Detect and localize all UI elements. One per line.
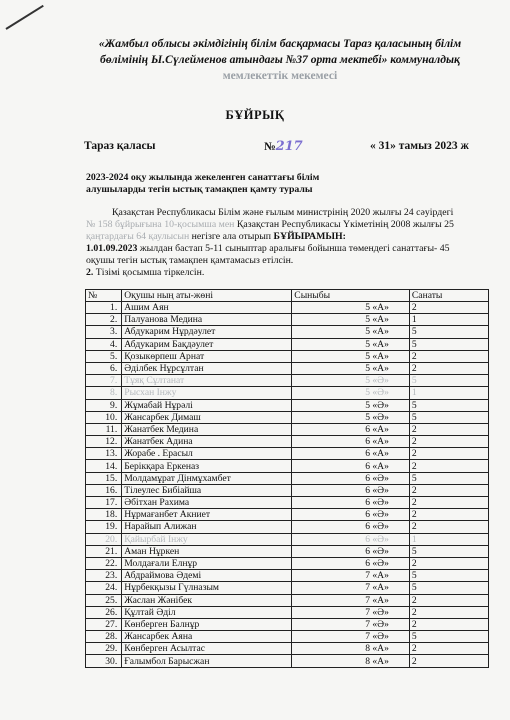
body-line-3-faded: қаңтардағы 64 қаулысын xyxy=(86,231,190,242)
student-class: 7 «Ә» xyxy=(292,618,410,630)
table-row xyxy=(86,326,489,338)
student-category: 5 xyxy=(409,399,488,411)
student-name: Рысхан Інжу xyxy=(122,387,292,399)
student-name: Нарайып Алижан xyxy=(122,521,292,533)
student-name: Жансарбек Аяна xyxy=(122,631,292,643)
student-category: 2 xyxy=(409,497,488,509)
student-class: 8 «А» xyxy=(292,655,410,667)
student-name: Тілеулес Бибіайша xyxy=(122,484,292,496)
institution-header xyxy=(70,36,490,84)
row-number: 21. xyxy=(86,545,122,557)
row-number: 20. xyxy=(86,533,122,545)
student-class: 5 «Ә» xyxy=(292,375,410,387)
table-row xyxy=(86,594,489,606)
student-name: Әділбек Нұрсұлтан xyxy=(122,362,292,374)
student-class: 7 «Ә» xyxy=(292,606,410,618)
row-number: 14. xyxy=(86,460,122,472)
table-row xyxy=(86,338,489,350)
order-number xyxy=(264,139,303,154)
student-name: Көнберген Асылтас xyxy=(122,643,292,655)
table-row xyxy=(86,509,489,521)
row-number: 29. xyxy=(86,643,122,655)
header-category: Санаты xyxy=(409,290,488,302)
student-category: 1 xyxy=(409,314,488,326)
row-number: 9. xyxy=(86,399,122,411)
student-category: 2 xyxy=(409,460,488,472)
students-table xyxy=(85,289,489,668)
student-category: 2 xyxy=(409,606,488,618)
row-number: 28. xyxy=(86,631,122,643)
table-row xyxy=(86,448,489,460)
student-class: 6 «Ә» xyxy=(292,557,410,569)
row-number: 5. xyxy=(86,350,122,362)
student-name: Жанатбек Адина xyxy=(122,436,292,448)
row-number: 27. xyxy=(86,618,122,630)
student-category: 2 xyxy=(409,362,488,374)
student-name: Нұрмағанбет Акниет xyxy=(122,509,292,521)
student-class: 6 «А» xyxy=(292,460,410,472)
student-class: 6 «А» xyxy=(292,448,410,460)
body-line-2-text: Қазақстан Республикасы Үкіметінің 2008 жылғы 25 xyxy=(234,219,454,230)
student-name: Әбітхан Рахима xyxy=(122,497,292,509)
student-category: 2 xyxy=(409,484,488,496)
student-category: 2 xyxy=(409,509,488,521)
body-line-4 xyxy=(86,243,490,255)
student-category: 1 xyxy=(409,533,488,545)
table-row xyxy=(86,472,489,484)
student-class: 6 «А» xyxy=(292,436,410,448)
order-date: « 31» тамыз 2023 ж xyxy=(370,140,469,152)
student-name: Молдағали Елнұр xyxy=(122,557,292,569)
student-class: 7 «А» xyxy=(292,582,410,594)
header-number: № xyxy=(86,290,122,302)
row-number: 10. xyxy=(86,411,122,423)
table-row xyxy=(86,545,489,557)
body-line-3 xyxy=(86,231,490,243)
table-row xyxy=(86,631,489,643)
row-number: 11. xyxy=(86,423,122,435)
order-subject xyxy=(86,172,319,196)
student-name: Абдраймова Әдемі xyxy=(122,570,292,582)
row-number: 17. xyxy=(86,497,122,509)
table-row xyxy=(86,618,489,630)
order-body xyxy=(86,207,490,279)
student-class: 5 «Ә» xyxy=(292,411,410,423)
student-name: Нұрбекқызы Гүлназым xyxy=(122,582,292,594)
student-class: 6 «Ә» xyxy=(292,545,410,557)
student-name: Тұяқ Сұлтанат xyxy=(122,375,292,387)
student-category: 5 xyxy=(409,472,488,484)
row-number: 12. xyxy=(86,436,122,448)
student-class: 8 «А» xyxy=(292,643,410,655)
student-name: Жансарбек Димаш xyxy=(122,411,292,423)
table-row xyxy=(86,350,489,362)
table-row xyxy=(86,423,489,435)
row-number: 3. xyxy=(86,326,122,338)
body-line-3-bold: БҰЙЫРАМЫН: xyxy=(271,231,346,242)
student-category: 2 xyxy=(409,436,488,448)
student-class: 5 «Ә» xyxy=(292,387,410,399)
body-line-6 xyxy=(86,267,490,279)
student-class: 7 «А» xyxy=(292,594,410,606)
student-name: Аман Нұркен xyxy=(122,545,292,557)
student-category: 2 xyxy=(409,655,488,667)
table-row xyxy=(86,570,489,582)
subject-line-1: 2023-2024 оқу жылында жекеленген санаттағы білім xyxy=(86,172,320,183)
header-name: Оқушы ның аты-жөні xyxy=(122,290,292,302)
body-line-6-text: Тізімі қосымша тіркелсін. xyxy=(93,267,205,278)
order-number-prefix: № xyxy=(264,141,276,153)
student-name: Қозыкөрпеш Арнат xyxy=(122,350,292,362)
table-row xyxy=(86,314,489,326)
header-line-3: мемлекеттік мекемесі xyxy=(222,69,338,82)
student-name: Ашим Аян xyxy=(122,302,292,314)
row-number: 22. xyxy=(86,557,122,569)
body-line-4-text: жылдан бастап 5-11 сыныптар аралығы бойынша төмендегі санаттағы- 45 xyxy=(137,243,450,254)
table-row xyxy=(86,375,489,387)
row-number: 30. xyxy=(86,655,122,667)
student-name: Молдамұрат Дінмұхамбет xyxy=(122,472,292,484)
body-line-3-text: негізге ала отырып xyxy=(189,231,272,242)
student-category: 1 xyxy=(409,387,488,399)
student-class: 7 «Ә» xyxy=(292,631,410,643)
student-name: Көнберген Балнұр xyxy=(122,618,292,630)
body-line-4-bold: 1.01.09.2023 xyxy=(86,243,138,254)
table-row xyxy=(86,411,489,423)
row-number: 16. xyxy=(86,484,122,496)
row-number: 1. xyxy=(86,302,122,314)
student-name: Абдукарим Бақдәулет xyxy=(122,338,292,350)
student-category: 2 xyxy=(409,594,488,606)
table-row xyxy=(86,436,489,448)
student-category: 2 xyxy=(409,423,488,435)
student-category: 5 xyxy=(409,411,488,423)
table-row xyxy=(86,582,489,594)
body-line-2-faded: № 158 бұйрығына 10-қосымша мен xyxy=(86,219,235,230)
table-row xyxy=(86,606,489,618)
row-number: 8. xyxy=(86,387,122,399)
student-name: Ғалымбол Барысжан xyxy=(122,655,292,667)
row-number: 26. xyxy=(86,606,122,618)
subject-line-2: алушыларды тегін ыстық тамақпен қамту туралы xyxy=(86,184,313,195)
order-title: БҰЙРЫҚ xyxy=(225,108,285,122)
student-category: 2 xyxy=(409,350,488,362)
student-name: Берікқара Еркеназ xyxy=(122,460,292,472)
table-row xyxy=(86,484,489,496)
table-row xyxy=(86,533,489,545)
student-class: 6 «Ә» xyxy=(292,484,410,496)
header-line-1: «Жамбыл облысы әкімдігінің білім басқармасы Тараз қаласының білім xyxy=(98,37,462,50)
table-row xyxy=(86,362,489,374)
student-category: 5 xyxy=(409,631,488,643)
row-number: 25. xyxy=(86,594,122,606)
student-category: 2 xyxy=(409,618,488,630)
student-class: 7 «А» xyxy=(292,570,410,582)
student-category: 5 xyxy=(409,326,488,338)
order-city: Тараз қаласы xyxy=(84,140,156,152)
header-class: Сыныбы xyxy=(292,290,410,302)
row-number: 13. xyxy=(86,448,122,460)
student-category: 5 xyxy=(409,570,488,582)
row-number: 15. xyxy=(86,472,122,484)
student-name: Жаслан Жәнібек xyxy=(122,594,292,606)
student-name: Жанатбек Медина xyxy=(122,423,292,435)
student-class: 6 «А» xyxy=(292,423,410,435)
table-row xyxy=(86,557,489,569)
student-category: 5 xyxy=(409,545,488,557)
student-name: Құлтай Әділ xyxy=(122,606,292,618)
row-number: 6. xyxy=(86,362,122,374)
student-category: 5 xyxy=(409,582,488,594)
row-number: 18. xyxy=(86,509,122,521)
header-line-2: бөлімінің Ы.Сүлейменов атындағы №37 орта мектебі» коммуналдық xyxy=(100,53,460,66)
student-class: 5 «А» xyxy=(292,350,410,362)
body-line-5: оқушы тегін ыстық тамақпен қамтамасыз етілсін. xyxy=(86,255,294,266)
table-row xyxy=(86,497,489,509)
student-category: 2 xyxy=(409,448,488,460)
student-category: 5 xyxy=(409,375,488,387)
student-name: Жорабе . Ерасыл xyxy=(122,448,292,460)
order-number-handwritten: 217 xyxy=(275,139,303,154)
student-class: 5 «А» xyxy=(292,338,410,350)
row-number: 19. xyxy=(86,521,122,533)
student-class: 6 «Ә» xyxy=(292,533,410,545)
table-row xyxy=(86,302,489,314)
student-category: 2 xyxy=(409,557,488,569)
student-class: 6 «Ә» xyxy=(292,472,410,484)
row-number: 4. xyxy=(86,338,122,350)
student-class: 5 «А» xyxy=(292,314,410,326)
row-number: 23. xyxy=(86,570,122,582)
student-category: 2 xyxy=(409,302,488,314)
student-name: Абдукарим Нұрдәулет xyxy=(122,326,292,338)
row-number: 24. xyxy=(86,582,122,594)
table-row xyxy=(86,399,489,411)
student-name: Жұмабай Нұрәлі xyxy=(122,399,292,411)
student-class: 5 «А» xyxy=(292,362,410,374)
body-line-6-bold: 2. xyxy=(86,267,94,278)
student-category: 5 xyxy=(409,338,488,350)
table-row xyxy=(86,521,489,533)
student-name: Палуанова Медина xyxy=(122,314,292,326)
table-header-row xyxy=(86,290,489,302)
student-class: 6 «Ә» xyxy=(292,521,410,533)
table-row xyxy=(86,655,489,667)
student-name: Қайырбай Інжу xyxy=(122,533,292,545)
student-class: 5 «А» xyxy=(292,326,410,338)
table-row xyxy=(86,460,489,472)
body-line-2 xyxy=(86,219,490,231)
table-row xyxy=(86,387,489,399)
body-line-1: Қазақстан Республикасы Білім және ғылым министрінің 2020 жылғы 24 сәуірдегі xyxy=(112,207,454,218)
table-row xyxy=(86,643,489,655)
student-category: 2 xyxy=(409,643,488,655)
student-category: 2 xyxy=(409,521,488,533)
scan-pen-mark xyxy=(5,5,43,30)
student-class: 5 «Ә» xyxy=(292,399,410,411)
row-number: 7. xyxy=(86,375,122,387)
student-class: 5 «А» xyxy=(292,302,410,314)
student-class: 6 «Ә» xyxy=(292,497,410,509)
row-number: 2. xyxy=(86,314,122,326)
student-class: 6 «Ә» xyxy=(292,509,410,521)
